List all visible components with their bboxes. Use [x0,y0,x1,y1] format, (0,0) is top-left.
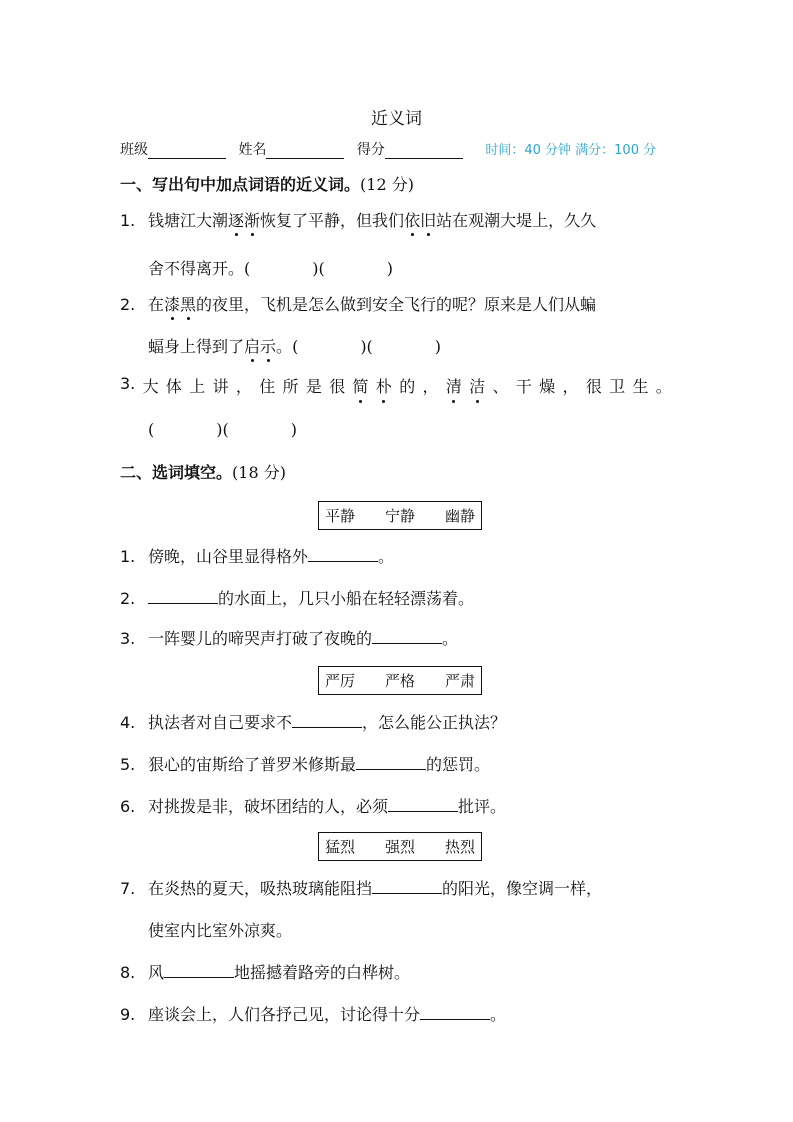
question-number: 1. [120,211,136,230]
question-char: 。 [655,377,672,396]
section-2-title: 二、选词填空。 [120,463,233,482]
word-choice-box-2 [318,666,482,695]
answer-blank[interactable] [372,879,442,894]
question-number: 9. [120,1005,136,1024]
page-title: 近义词 [371,109,422,129]
question-text: 狠心的宙斯给了普罗米修斯最 [148,755,357,774]
paren-mid: )( [216,420,229,439]
answer-blank[interactable] [164,963,234,978]
score-field[interactable] [385,144,463,159]
s2-question-4 [120,710,506,733]
s2-question-3 [120,626,458,649]
question-text: 在 [148,295,165,314]
question-text: 蝠身上得到了 [148,337,245,356]
paren-close: ) [386,259,393,278]
answer-parens[interactable] [244,259,393,278]
s2-question-2 [120,586,474,609]
paren-open: ( [148,420,155,439]
section-2-heading [120,460,286,483]
question-char: 干 [515,377,532,396]
word-option: 幽静 [445,507,476,525]
s1-question-1-line-1 [120,208,596,231]
score-label: 得分 [356,142,385,158]
question-char: 的 [399,377,416,396]
question-number: 4. [120,713,136,732]
s1-question-1-line-2 [148,256,393,279]
dotted-word: 依旧 [404,211,437,230]
question-char: 所 [282,377,299,396]
question-text: 风 [148,963,165,982]
class-label: 班级 [120,142,148,158]
word-choice-box-1 [318,501,482,530]
s2-question-1 [120,544,394,567]
dotted-word: 逐渐 [228,211,261,230]
answer-blank[interactable] [388,797,458,812]
question-number: 8. [120,963,136,982]
question-char: 、 [492,377,509,396]
answer-blank[interactable] [148,589,218,604]
s2-question-5 [120,752,490,775]
question-char: ， [422,377,439,396]
word-option: 热烈 [445,838,476,856]
question-number: 5. [120,755,136,774]
section-1-points: (12 分) [360,175,414,194]
s1-question-2-line-2 [148,334,441,357]
question-text: 对挑拨是非，破坏团结的人，必须 [148,797,389,816]
question-char: 很 [329,377,346,396]
question-text: 恢复了平静，但我们 [260,211,405,230]
question-text: 钱塘江大潮 [148,211,229,230]
question-text: 执法者对自己要求不 [148,713,293,732]
question-char: 卫 [609,377,626,396]
section-1-heading [120,172,414,195]
paren-mid: )( [360,337,373,356]
answer-blank[interactable] [372,629,442,644]
section-1-title: 一、写出句中加点词语的近义词。 [120,175,361,194]
word-option: 严厉 [325,672,356,690]
question-char: 体 [165,377,182,396]
name-field[interactable] [266,144,344,159]
question-text: 。 [378,547,395,566]
s2-question-7-line-1 [120,876,602,899]
dotted-char: 简 [353,374,369,397]
paren-close: ) [290,420,297,439]
question-text: 的惩罚。 [426,755,491,774]
dotted-char: 洁 [469,374,485,397]
s1-question-3-line-1 [120,374,672,397]
section-2-points: (18 分) [232,463,286,482]
dotted-word: 启示 [244,337,277,356]
question-char: 是 [305,377,322,396]
question-char: 生 [632,377,649,396]
question-char: 燥 [539,377,556,396]
question-number: 3. [120,629,136,648]
question-text: 使室内比室外凉爽。 [148,921,293,940]
class-field[interactable] [148,144,226,159]
question-char: 很 [585,377,602,396]
word-option: 严肃 [445,672,476,690]
question-number: 1. [120,547,136,566]
answer-blank[interactable] [356,755,426,770]
question-number: 2. [120,295,136,314]
student-info-line [120,139,656,159]
question-number: 6. [120,797,136,816]
question-number: 7. [120,879,136,898]
s2-question-8 [120,960,410,983]
s1-question-2-line-1 [120,292,596,315]
paren-open: ( [292,337,299,356]
answer-blank[interactable] [308,547,378,562]
question-char: ， [562,377,579,396]
question-number: 3. [120,374,136,393]
question-text: 座谈会上，人们各抒己见，讨论得十分 [148,1005,421,1024]
question-text: 在炎热的夏天，吸热玻璃能阻挡 [148,879,373,898]
word-option: 严格 [385,672,416,690]
name-label: 姓名 [238,142,267,158]
dotted-char: 朴 [376,374,392,397]
question-text: 。 [490,1005,507,1024]
question-text: 。 [442,629,459,648]
answer-parens[interactable] [292,337,441,356]
answer-parens[interactable] [148,420,297,439]
answer-blank[interactable] [292,713,362,728]
question-text: 的水面上，几只小船在轻轻漂荡着。 [218,589,475,608]
question-text: 批评。 [458,797,507,816]
paren-open: ( [244,259,251,278]
word-option: 强烈 [385,838,416,856]
question-text: 。 [276,337,293,356]
s1-question-3-line-2 [148,420,297,439]
time-score-info: 时间：40 分钟 满分：100 分 [485,143,657,158]
paren-close: ) [434,337,442,356]
word-choice-box-3 [318,832,482,861]
question-char: 大 [142,377,159,396]
question-text: 舍不得离开。 [148,259,245,278]
question-text: 站在观潮大堤上，久久 [436,211,597,230]
s2-question-7-line-2 [148,918,292,941]
dotted-char: 清 [446,374,462,397]
question-text: 的夜里，飞机是怎么做到安全飞行的呢？原来是人们从蝙 [196,295,597,314]
dotted-word: 漆黑 [164,295,197,314]
question-text: 的阳光，像空调一样， [442,879,603,898]
question-text: 地摇撼着路旁的白桦树。 [234,963,411,982]
question-text: ，怎么能公正执法？ [362,713,507,732]
question-text: 傍晚，山谷里显得格外 [148,547,309,566]
s2-question-6 [120,794,506,817]
question-number: 2. [120,589,136,608]
question-char: 住 [259,377,276,396]
word-option: 平静 [325,507,356,525]
question-char: 上 [189,377,206,396]
paren-mid: )( [312,259,325,278]
word-option: 猛烈 [325,838,356,856]
question-text: 一阵婴儿的啼哭声打破了夜晚的 [148,629,373,648]
answer-blank[interactable] [420,1005,490,1020]
s2-question-9 [120,1002,506,1025]
question-char: 讲 [212,377,229,396]
word-option: 宁静 [385,507,416,525]
question-char: ， [235,377,252,396]
